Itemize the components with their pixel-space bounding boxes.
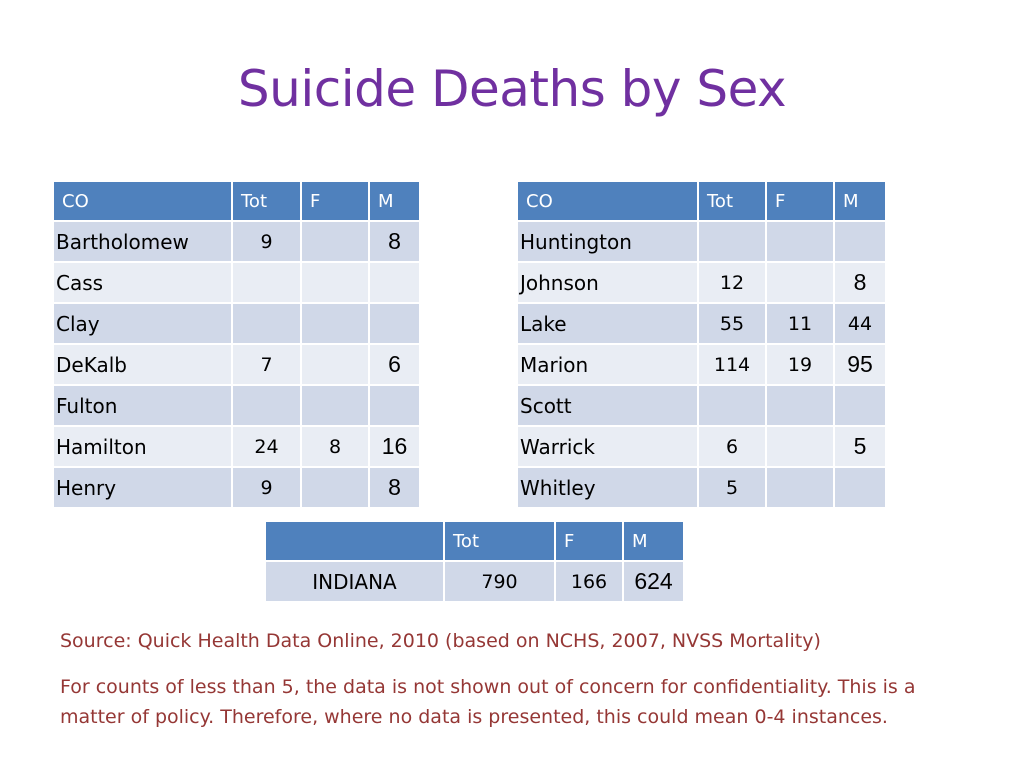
county-name: Marion bbox=[517, 344, 698, 385]
male-cell bbox=[369, 385, 420, 426]
female-cell bbox=[301, 385, 369, 426]
female-cell bbox=[301, 467, 369, 508]
female-cell bbox=[301, 303, 369, 344]
county-name: Lake bbox=[517, 303, 698, 344]
female-cell bbox=[301, 262, 369, 303]
male-cell: 95 bbox=[834, 344, 886, 385]
county-name: DeKalb bbox=[53, 344, 232, 385]
total-cell: 6 bbox=[698, 426, 766, 467]
header-f: F bbox=[301, 181, 369, 221]
county-name: Huntington bbox=[517, 221, 698, 262]
county-table-left bbox=[52, 180, 421, 509]
female-cell: 8 bbox=[301, 426, 369, 467]
male-cell bbox=[834, 221, 886, 262]
total-cell: 5 bbox=[698, 467, 766, 508]
header-tot: Tot bbox=[232, 181, 301, 221]
total-cell: 9 bbox=[232, 467, 301, 508]
male-cell: 16 bbox=[369, 426, 420, 467]
total-cell: 114 bbox=[698, 344, 766, 385]
header-m: M bbox=[623, 521, 684, 561]
male-cell bbox=[369, 262, 420, 303]
county-name: Cass bbox=[53, 262, 232, 303]
female-cell: 166 bbox=[555, 561, 623, 602]
table-row bbox=[265, 561, 684, 602]
header-m: M bbox=[834, 181, 886, 221]
female-cell bbox=[766, 262, 834, 303]
total-cell bbox=[232, 385, 301, 426]
county-name: Whitley bbox=[517, 467, 698, 508]
county-name: Hamilton bbox=[53, 426, 232, 467]
female-cell: 11 bbox=[766, 303, 834, 344]
table-header-row bbox=[517, 181, 886, 221]
table-row bbox=[53, 385, 420, 426]
header-tot: Tot bbox=[444, 521, 555, 561]
total-cell: 55 bbox=[698, 303, 766, 344]
table-row bbox=[517, 262, 886, 303]
header-f: F bbox=[766, 181, 834, 221]
county-name: Bartholomew bbox=[53, 221, 232, 262]
male-cell: 44 bbox=[834, 303, 886, 344]
table-row bbox=[53, 467, 420, 508]
table-row bbox=[53, 344, 420, 385]
table-row bbox=[517, 467, 886, 508]
total-cell: 24 bbox=[232, 426, 301, 467]
total-cell bbox=[698, 221, 766, 262]
table-row bbox=[517, 385, 886, 426]
header-m: M bbox=[369, 181, 420, 221]
county-table-right bbox=[516, 180, 887, 509]
state-total-table bbox=[264, 520, 685, 603]
county-name: Clay bbox=[53, 303, 232, 344]
header-f: F bbox=[555, 521, 623, 561]
table-row bbox=[53, 426, 420, 467]
male-cell: 8 bbox=[369, 467, 420, 508]
male-cell bbox=[834, 385, 886, 426]
female-cell bbox=[301, 344, 369, 385]
female-cell: 19 bbox=[766, 344, 834, 385]
county-name: Johnson bbox=[517, 262, 698, 303]
header-co bbox=[265, 521, 444, 561]
male-cell: 8 bbox=[834, 262, 886, 303]
male-cell: 624 bbox=[623, 561, 684, 602]
table-row bbox=[517, 426, 886, 467]
total-cell: 12 bbox=[698, 262, 766, 303]
total-cell: 790 bbox=[444, 561, 555, 602]
male-cell bbox=[834, 467, 886, 508]
table-row bbox=[517, 221, 886, 262]
female-cell bbox=[766, 385, 834, 426]
total-cell bbox=[232, 303, 301, 344]
table-row bbox=[517, 303, 886, 344]
table-row bbox=[517, 344, 886, 385]
table-row bbox=[53, 221, 420, 262]
header-co: CO bbox=[53, 181, 232, 221]
header-co: CO bbox=[517, 181, 698, 221]
source-note: Source: Quick Health Data Online, 2010 (based on NCHS, 2007, NVSS Mortality) bbox=[60, 630, 821, 652]
total-cell: 9 bbox=[232, 221, 301, 262]
county-name: Scott bbox=[517, 385, 698, 426]
table-row bbox=[53, 303, 420, 344]
female-cell bbox=[301, 221, 369, 262]
total-cell bbox=[232, 262, 301, 303]
male-cell: 5 bbox=[834, 426, 886, 467]
female-cell bbox=[766, 221, 834, 262]
total-cell bbox=[698, 385, 766, 426]
county-name: Warrick bbox=[517, 426, 698, 467]
table-header-row bbox=[265, 521, 684, 561]
male-cell bbox=[369, 303, 420, 344]
total-cell: 7 bbox=[232, 344, 301, 385]
female-cell bbox=[766, 467, 834, 508]
county-name: Henry bbox=[53, 467, 232, 508]
table-header-row bbox=[53, 181, 420, 221]
confidentiality-note: For counts of less than 5, the data is not shown out of concern for confidentiality. This is a matter of policy. Therefore, where no data is presented, this could mean 0-4 instances. bbox=[60, 676, 916, 728]
female-cell bbox=[766, 426, 834, 467]
state-name: INDIANA bbox=[265, 561, 444, 602]
male-cell: 8 bbox=[369, 221, 420, 262]
table-row bbox=[53, 262, 420, 303]
male-cell: 6 bbox=[369, 344, 420, 385]
header-tot: Tot bbox=[698, 181, 766, 221]
slide-title: Suicide Deaths by Sex bbox=[237, 60, 787, 118]
county-name: Fulton bbox=[53, 385, 232, 426]
